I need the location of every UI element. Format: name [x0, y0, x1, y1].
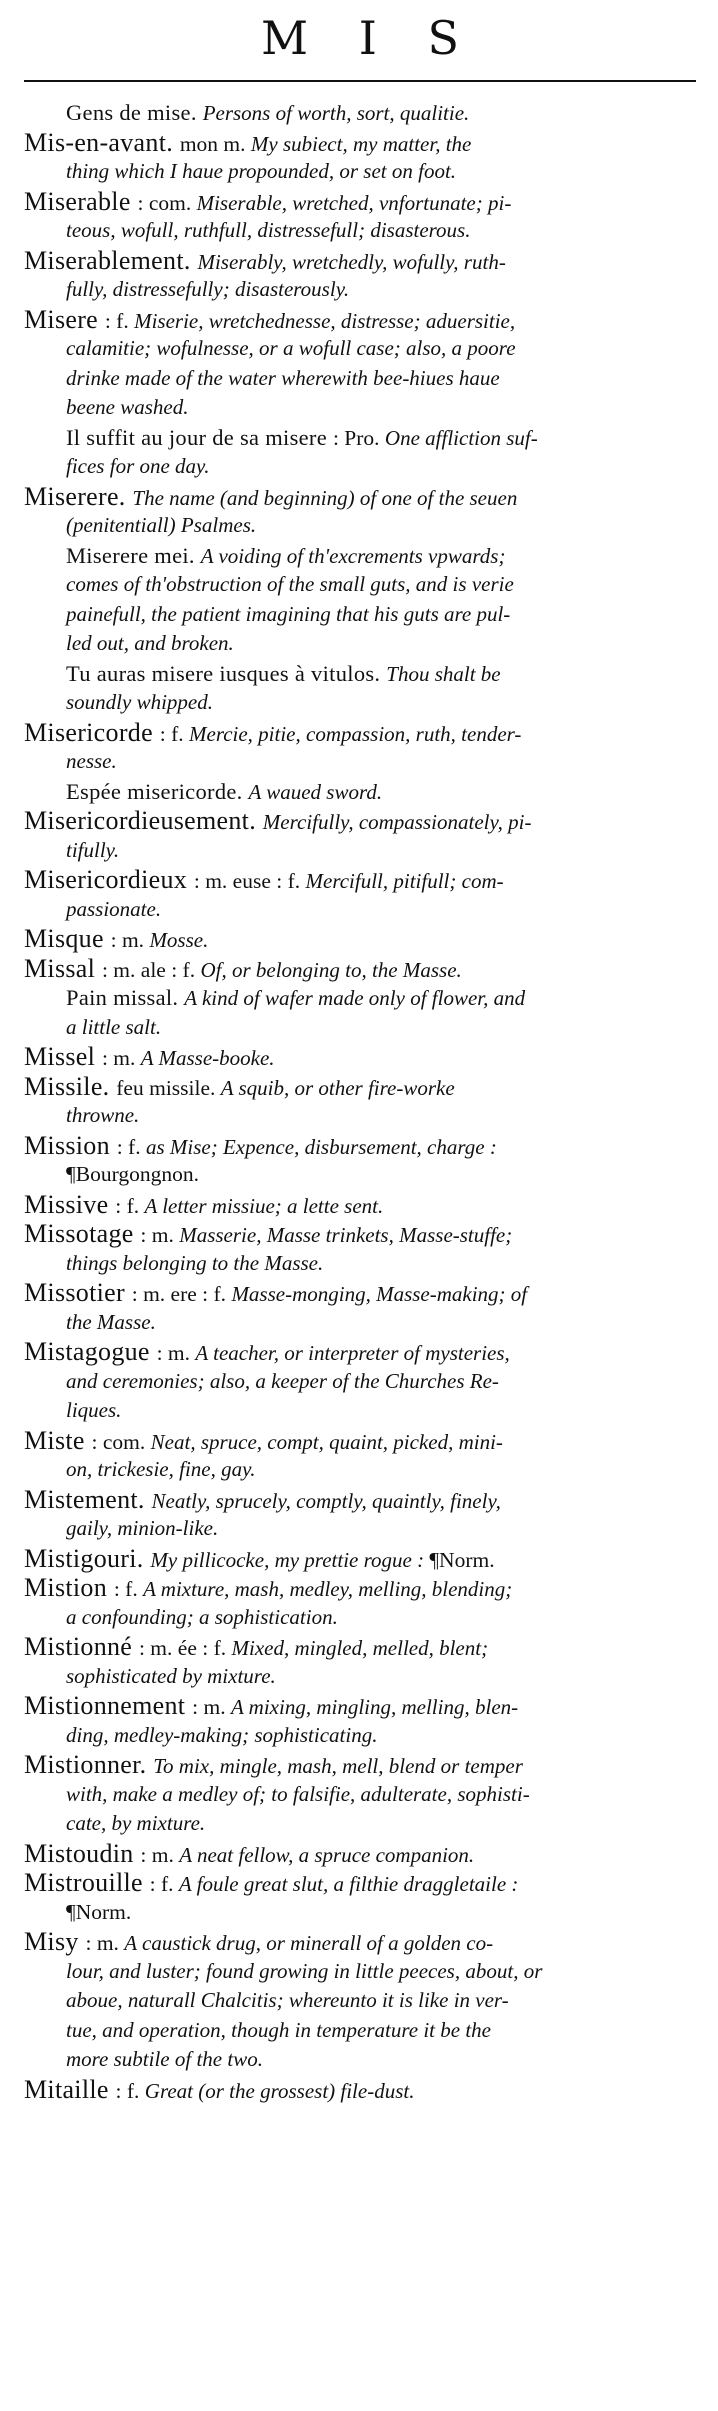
dictionary-entry	[24, 482, 696, 541]
definition: with, make a medley of; to falsifie, adulterate, sophisti-	[66, 1781, 530, 1806]
entry-line	[24, 659, 696, 689]
dictionary-entry	[24, 865, 696, 924]
entry-line	[24, 895, 696, 925]
headword: Mission	[24, 1130, 117, 1160]
definition: teous, wofull, ruthfull, distressefull; disasterous.	[66, 218, 471, 242]
sub-entry	[24, 98, 696, 128]
entry-line	[24, 157, 696, 187]
definition: more subtile of the two.	[66, 2047, 263, 2071]
definition: beene washed.	[66, 395, 189, 419]
grammar-note: feu missile.	[116, 1075, 221, 1100]
definition: fully, distressefully; disasterously.	[66, 277, 350, 301]
entry-line	[24, 482, 696, 512]
entry-line	[24, 1455, 696, 1485]
grammar-note: : f.	[115, 1193, 145, 1218]
entry-line	[24, 1544, 696, 1574]
entry-line	[24, 1337, 696, 1367]
headword: Mistigouri.	[24, 1543, 151, 1573]
grammar-note: : Pro.	[332, 425, 385, 450]
definition: cate, by mixture.	[66, 1811, 206, 1835]
grammar-note: : f.	[116, 1134, 146, 1159]
definition: tue, and operation, though in temperature it be the	[66, 2017, 491, 2042]
entry-line	[24, 1573, 696, 1603]
headword: Mistion	[24, 1573, 114, 1602]
definition: led out, and broken.	[66, 631, 234, 655]
entry-line	[24, 541, 696, 571]
sub-entry	[24, 423, 696, 482]
entry-line	[24, 1308, 696, 1338]
entry-line	[24, 423, 696, 453]
grammar-note: : m.	[156, 1341, 196, 1365]
entry-line	[24, 1367, 696, 1397]
entry-line	[24, 1190, 696, 1220]
definition: My subiect, my matter, the	[250, 131, 472, 156]
entry-line	[24, 1072, 696, 1102]
grammar-note: mon m.	[179, 131, 251, 156]
entry-line	[24, 246, 696, 276]
entry-line	[24, 1131, 696, 1161]
definition: on, trickesie, fine, gay.	[66, 1457, 256, 1481]
headword: Tu auras misere iusques à vitulos.	[66, 660, 387, 686]
definition: a confounding; a sophistication.	[66, 1604, 338, 1629]
dictionary-entry	[24, 954, 696, 984]
grammar-note: : m. ée : f.	[138, 1636, 232, 1660]
entry-line	[24, 1278, 696, 1308]
dictionary-entry	[24, 1042, 696, 1072]
dictionary-entry	[24, 1868, 696, 1927]
grammar-note: : m. euse : f.	[193, 869, 306, 893]
definition: A letter missiue; a lette sent.	[144, 1193, 384, 1218]
headword: Gens de mise.	[66, 100, 203, 125]
entry-line	[24, 511, 696, 541]
definition: throwne.	[66, 1103, 140, 1127]
entry-line	[24, 1426, 696, 1456]
entry-line	[24, 1957, 696, 1987]
entry-line	[24, 865, 696, 895]
dictionary-entry	[24, 1426, 696, 1485]
entry-line	[24, 1662, 696, 1692]
headword: Misericordieusement.	[24, 806, 263, 835]
headword: Missile.	[24, 1071, 117, 1101]
entry-line	[24, 1013, 696, 1043]
definition: Mosse.	[149, 928, 209, 952]
definition: (penitentiall) Psalmes.	[66, 513, 257, 537]
definition: fices for one day.	[66, 454, 210, 478]
definition: The name (and beginning) of one of the seuen	[132, 485, 518, 510]
definition: A kind of wafer made only of flower, and	[184, 986, 526, 1010]
entry-line	[24, 334, 696, 364]
definition: drinke made of the water wherewith bee-hiues haue	[66, 365, 500, 390]
headword: Miserablement.	[24, 245, 198, 275]
entry-line	[24, 836, 696, 866]
definition: a little salt.	[66, 1014, 162, 1039]
dictionary-entry	[24, 1485, 696, 1544]
grammar-note: : m.	[110, 928, 150, 952]
definition: Mercie, pitie, compassion, ruth, tender-	[189, 721, 522, 746]
definition: A mixture, mash, medley, melling, blending;	[143, 1577, 513, 1601]
sub-entry	[24, 541, 696, 659]
entry-line	[24, 1809, 696, 1839]
dictionary-entry	[24, 2075, 696, 2105]
definition: things belonging to the Masse.	[66, 1250, 324, 1275]
grammar-note: : m.	[140, 1842, 180, 1867]
entry-line	[24, 777, 696, 807]
grammar-note: : m. ere : f.	[131, 1282, 232, 1306]
definition: Neat, spruce, compt, quaint, picked, mini-	[150, 1429, 503, 1454]
definition: Persons of worth, sort, qualitie.	[202, 101, 470, 125]
definition: Thou shalt be	[386, 661, 501, 686]
grammar-note: : m.	[192, 1695, 231, 1719]
entry-line	[24, 1101, 696, 1131]
dictionary-entry	[24, 1278, 696, 1337]
grammar-note: : f.	[115, 2078, 145, 2103]
entry-line	[24, 1780, 696, 1810]
entry-line	[24, 1721, 696, 1751]
headword: Mistoudin	[24, 1838, 141, 1868]
definition: Neatly, sprucely, comptly, quaintly, finely,	[151, 1488, 501, 1513]
entry-line	[24, 570, 696, 600]
entry-line	[24, 1042, 696, 1072]
definition: One affliction suf-	[384, 425, 538, 450]
definition: A foule great slut, a filthie draggletaile :	[178, 1872, 519, 1896]
entry-line	[24, 216, 696, 246]
grammar-note: ¶Bourgongnon.	[66, 1162, 199, 1186]
definition: Great (or the grossest) file-dust.	[144, 2078, 415, 2103]
definition: liques.	[66, 1398, 122, 1422]
definition: A squib, or other fire-worke	[220, 1075, 455, 1100]
definition: passionate.	[66, 896, 162, 921]
headword: Mis-en-avant.	[24, 127, 180, 157]
entry-line	[24, 983, 696, 1013]
grammar-note: : m.	[85, 1931, 125, 1955]
entry-line	[24, 806, 696, 836]
dictionary-entry	[24, 718, 696, 777]
entry-line	[24, 275, 696, 305]
definition: Miserably, wretchedly, wofully, ruth-	[197, 249, 506, 274]
entry-line	[24, 1898, 696, 1928]
headword: Missotage	[24, 1219, 141, 1248]
grammar-note: : f.	[149, 1872, 179, 1896]
dictionary-entry	[24, 1219, 696, 1278]
headword: Missive	[24, 1189, 116, 1219]
grammar-note: : f.	[113, 1577, 144, 1601]
grammar-note: : m. ale : f.	[101, 957, 201, 982]
entry-line	[24, 1396, 696, 1426]
entry-line	[24, 2045, 696, 2075]
headword: Mistagogue	[24, 1337, 157, 1366]
dictionary-entry	[24, 1927, 696, 2075]
definition: nesse.	[66, 749, 117, 773]
definition: Miserable, wretched, vnfortunate; pi-	[196, 190, 512, 215]
headword: Miste	[24, 1425, 92, 1455]
entry-line	[24, 1986, 696, 2016]
definition: and ceremonies; also, a keeper of the Churches Re-	[66, 1368, 499, 1393]
entry-line	[24, 924, 696, 954]
headword: Misy	[24, 1927, 86, 1956]
entry-line	[24, 2016, 696, 2046]
definition: Miserie, wretchednesse, distresse; aduersitie,	[134, 308, 516, 333]
headword: Mistionné	[24, 1632, 139, 1661]
definition: A waued sword.	[248, 779, 383, 804]
definition: thing which I haue propounded, or set on foot.	[66, 159, 457, 183]
definition: as Mise; Expence, disbursement, charge :	[145, 1134, 497, 1159]
definition: My pillicocke, my prettie rogue :	[150, 1547, 430, 1572]
headword: Misere	[24, 304, 105, 334]
definition: A caustick drug, or minerall of a golden co-	[124, 1931, 494, 1955]
entry-line	[24, 1691, 696, 1721]
definition: calamitie; wofulnesse, or a wofull case; also, a poore	[66, 336, 516, 360]
headword: Mistrouille	[24, 1868, 150, 1897]
entry-line	[24, 2075, 696, 2105]
dictionary-entry	[24, 1632, 696, 1691]
grammar-note: : m.	[101, 1046, 141, 1070]
definition: To mix, mingle, mash, mell, blend or temper	[153, 1754, 523, 1778]
entry-line	[24, 364, 696, 394]
definition: tifully.	[66, 837, 120, 862]
headword: Mistionner.	[24, 1750, 154, 1779]
entry-line	[24, 1839, 696, 1869]
dictionary-entry	[24, 1573, 696, 1632]
entry-line	[24, 1485, 696, 1515]
dictionary-entry	[24, 305, 696, 423]
dictionary-entry	[24, 1190, 696, 1220]
definition: gaily, minion-like.	[66, 1516, 219, 1540]
grammar-note: : f.	[159, 721, 189, 746]
dictionary-entry	[24, 128, 696, 187]
header-rule	[24, 80, 696, 82]
definition: A voiding of th'excrements vpwards;	[200, 543, 506, 568]
dictionary-entry	[24, 1750, 696, 1839]
headword: Pain missal.	[66, 985, 185, 1010]
sub-entry	[24, 659, 696, 718]
definition: aboue, naturall Chalcitis; whereunto it is like in ver-	[66, 1988, 509, 2012]
entry-list	[24, 98, 696, 2104]
grammar-note: : m.	[140, 1223, 180, 1247]
definition: painefull, the patient imagining that his guts are pul-	[66, 601, 511, 626]
definition: ding, medley-making; sophisticating.	[66, 1722, 378, 1747]
headword: Missel	[24, 1042, 102, 1071]
entry-line	[24, 718, 696, 748]
headword: Missal	[24, 953, 102, 983]
dictionary-entry	[24, 1544, 696, 1574]
entry-line	[24, 98, 696, 128]
definition: comes of th'obstruction of the small guts, and is verie	[66, 572, 514, 596]
headword: Missotier	[24, 1278, 132, 1307]
headword: Miserere mei.	[66, 542, 201, 568]
dictionary-entry	[24, 187, 696, 246]
headword: Miserable	[24, 186, 138, 216]
entry-line	[24, 1632, 696, 1662]
entry-line	[24, 1249, 696, 1279]
definition: the Masse.	[66, 1309, 156, 1334]
headword: Il suffit au jour de sa misere	[66, 424, 333, 450]
definition: A neat fellow, a spruce companion.	[179, 1842, 475, 1867]
entry-line	[24, 1927, 696, 1957]
entry-line	[24, 1219, 696, 1249]
sub-entry	[24, 983, 696, 1042]
headword: Mitaille	[24, 2074, 116, 2104]
definition: Of, or belonging to, the Masse.	[200, 957, 462, 982]
dictionary-entry	[24, 246, 696, 305]
entry-line	[24, 1603, 696, 1633]
headword: Misericordieux	[24, 865, 194, 894]
headword: Espée misericorde.	[66, 778, 249, 804]
dictionary-entry	[24, 1691, 696, 1750]
definition: Masse-monging, Masse-making; of	[231, 1282, 528, 1306]
grammar-note: : f.	[104, 308, 135, 333]
entry-line	[24, 305, 696, 335]
page-header: M I S	[260, 11, 478, 65]
entry-line	[24, 128, 696, 158]
entry-line	[24, 1160, 696, 1190]
grammar-note: ¶Norm.	[429, 1547, 495, 1572]
dictionary-entry	[24, 1072, 696, 1131]
entry-line	[24, 954, 696, 984]
headword: Misque	[24, 924, 111, 953]
entry-line	[24, 1868, 696, 1898]
entry-line	[24, 187, 696, 217]
dictionary-entry	[24, 1839, 696, 1869]
definition: soundly whipped.	[66, 690, 213, 714]
headword: Mistement.	[24, 1484, 152, 1514]
definition: A teacher, or interpreter of mysteries,	[195, 1341, 510, 1365]
definition: lour, and luster; found growing in little peeces, about, or	[66, 1958, 543, 1983]
entry-line	[24, 688, 696, 718]
definition: Mercifull, pitifull; com-	[305, 869, 504, 893]
definition: A mixing, mingling, melling, blen-	[230, 1695, 519, 1719]
headword: Mistionnement	[24, 1691, 193, 1720]
entry-line	[24, 1750, 696, 1780]
sub-entry	[24, 777, 696, 807]
grammar-note: : com.	[137, 190, 197, 215]
definition: Masserie, Masse trinkets, Masse-stuffe;	[179, 1223, 513, 1247]
definition: Mixed, mingled, melled, blent;	[231, 1636, 489, 1660]
headword: Miserere.	[24, 481, 133, 511]
grammar-note: : com.	[91, 1429, 151, 1454]
entry-line	[24, 629, 696, 659]
entry-line	[24, 452, 696, 482]
definition: sophisticated by mixture.	[66, 1663, 276, 1688]
dictionary-entry	[24, 1131, 696, 1190]
entry-line	[24, 600, 696, 630]
dictionary-entry	[24, 1337, 696, 1426]
definition: A Masse-booke.	[140, 1046, 275, 1070]
entry-line	[24, 1514, 696, 1544]
entry-line	[24, 747, 696, 777]
headword: Misericorde	[24, 717, 160, 747]
definition: Mercifully, compassionately, pi-	[262, 810, 532, 834]
grammar-note: ¶Norm.	[66, 1899, 132, 1924]
dictionary-entry	[24, 806, 696, 865]
dictionary-entry	[24, 924, 696, 954]
entry-line	[24, 393, 696, 423]
